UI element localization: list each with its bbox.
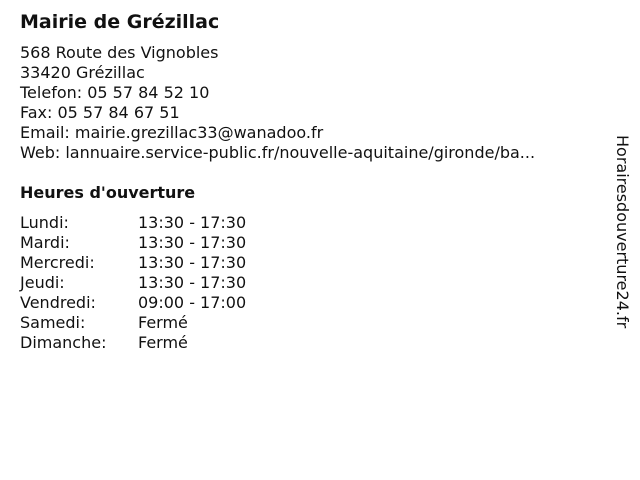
hours-day: Vendredi:	[20, 293, 96, 312]
hours-time: 13:30 - 17:30	[138, 213, 247, 232]
hours-day: Lundi:	[20, 213, 69, 232]
phone-line: Telefon: 05 57 84 52 10	[20, 83, 210, 102]
business-card	[20, 10, 605, 353]
opening-hours-heading: Heures d'ouverture	[20, 183, 196, 202]
hours-time: 13:30 - 17:30	[138, 273, 247, 292]
hours-day: Jeudi:	[20, 273, 65, 292]
hours-time: Fermé	[138, 333, 188, 352]
business-title: Mairie de Grézillac	[20, 11, 220, 33]
email-line: Email: mairie.grezillac33@wanadoo.fr	[20, 123, 324, 142]
hours-time: 13:30 - 17:30	[138, 253, 247, 272]
hours-row-saturday	[20, 313, 605, 333]
hours-day: Mercredi:	[20, 253, 95, 272]
hours-row-wednesday	[20, 253, 605, 273]
opening-hours-table	[20, 213, 605, 353]
hours-day: Dimanche:	[20, 333, 107, 352]
hours-day: Samedi:	[20, 313, 86, 332]
site-watermark: Horairesdouverture24.fr	[613, 135, 632, 329]
address-city: 33420 Grézillac	[20, 63, 145, 82]
web-line: Web: lannuaire.service-public.fr/nouvelle-aquitaine/gironde/ba...	[20, 143, 536, 162]
hours-time: 13:30 - 17:30	[138, 233, 247, 252]
address-street: 568 Route des Vignobles	[20, 43, 219, 62]
hours-row-tuesday	[20, 233, 605, 253]
hours-row-friday	[20, 293, 605, 313]
hours-time: 09:00 - 17:00	[138, 293, 247, 312]
hours-time: Fermé	[138, 313, 188, 332]
hours-row-thursday	[20, 273, 605, 293]
hours-row-monday	[20, 213, 605, 233]
hours-row-sunday	[20, 333, 605, 353]
hours-day: Mardi:	[20, 233, 70, 252]
fax-line: Fax: 05 57 84 67 51	[20, 103, 180, 122]
